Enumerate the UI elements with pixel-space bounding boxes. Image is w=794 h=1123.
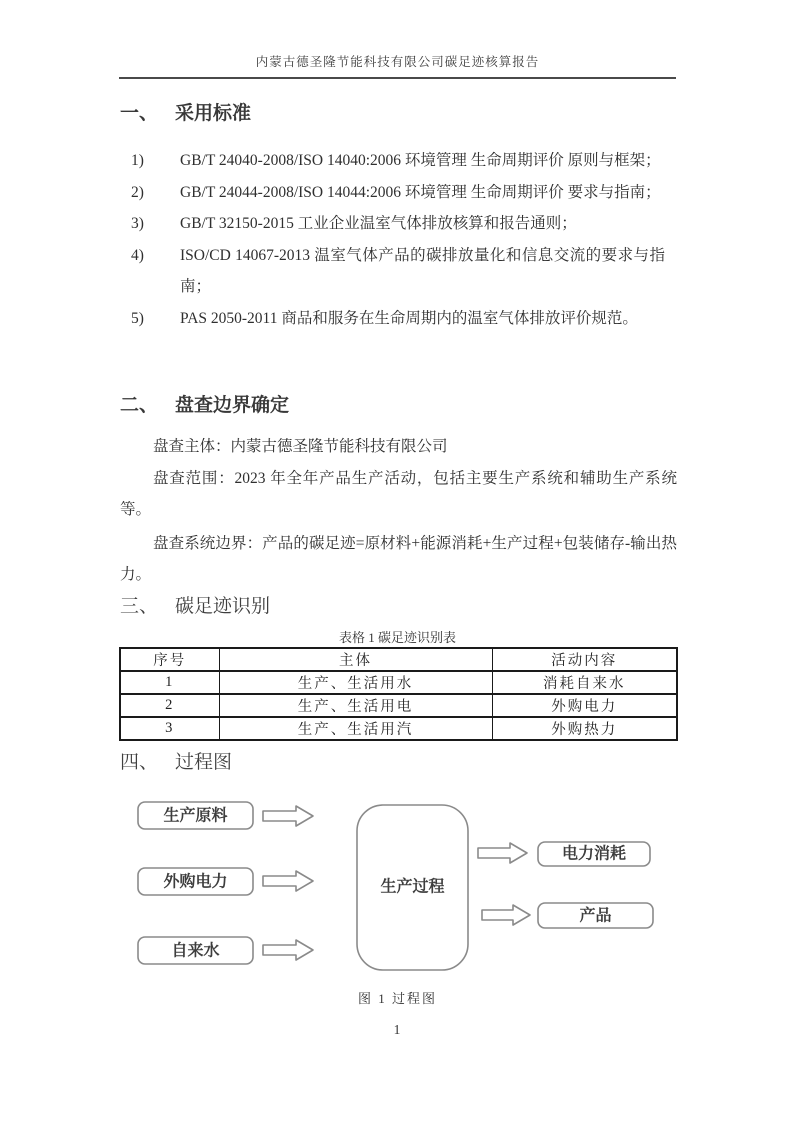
table-caption: 表格 1 碳足迹识别表: [338, 630, 456, 645]
section-heading-identification: [120, 594, 680, 620]
table-header-row: [120, 648, 677, 671]
section-number: 四、: [120, 752, 159, 773]
paragraph-inventory-scope: 盘查范围：2023 年全年产品生产活动，包括主要生产系统和辅助生产系统等。: [120, 469, 677, 518]
running-header: [119, 52, 676, 79]
cell-index: 3: [120, 717, 219, 740]
standard-item-text: PAS 2050-2011 商品和服务在生命周期内的温室气体排放评价规范。: [180, 309, 638, 327]
standard-item-text: ISO/CD 14067-2013 温室气体产品的碳排放量化和信息交流的要求与指南；: [180, 246, 665, 295]
standard-item-number: 3): [131, 215, 144, 232]
carbon-footprint-identification-table: [119, 647, 678, 741]
cell-index: 1: [120, 671, 219, 694]
running-header-title: 内蒙古德圣隆节能科技有限公司碳足迹核算报告: [255, 55, 540, 69]
right-arrow-icon: [263, 806, 313, 826]
column-header-index: 序号: [120, 648, 219, 671]
standard-item-text: GB/T 32150-2015 工业企业温室气体排放核算和报告通则；: [180, 215, 577, 232]
cell-activity: 外购电力: [492, 694, 677, 717]
standard-item: [120, 208, 665, 240]
standard-item: [120, 145, 665, 177]
standard-item-number: 1): [131, 152, 144, 169]
column-header-subject: 主体: [219, 648, 492, 671]
cell-activity: 消耗自来水: [492, 671, 677, 694]
right-arrow-icon: [263, 871, 313, 891]
cell-subject: 生产、生活用汽: [219, 717, 492, 740]
cell-index: 2: [120, 694, 219, 717]
table-row: [120, 671, 677, 694]
section-title: 采用标准: [175, 103, 252, 124]
right-arrow-icon: [478, 843, 527, 863]
output-label-electricity-consumption: 电力消耗: [561, 845, 627, 863]
paragraph-system-boundary: 盘查系统边界：产品的碳足迹=原材料+能源消耗+生产过程+包装储存-输出热力。: [120, 534, 677, 583]
table-row: [120, 694, 677, 717]
section-heading-standards: [120, 101, 680, 127]
right-arrow-icon: [482, 905, 530, 925]
standard-item: [120, 240, 665, 303]
column-header-activity: 活动内容: [492, 648, 677, 671]
section-title: 碳足迹识别: [175, 596, 271, 617]
section-title: 过程图: [175, 752, 233, 773]
input-label-raw-materials: 生产原料: [163, 807, 228, 825]
page-number: 1: [393, 1022, 401, 1037]
table-row: [120, 717, 677, 740]
input-label-tap-water: 自来水: [171, 942, 220, 960]
section-number: 三、: [120, 596, 159, 617]
input-label-purchased-electricity: 外购电力: [163, 873, 228, 891]
section-heading-process: [120, 750, 680, 776]
process-label: 生产过程: [380, 878, 445, 896]
standards-list: [120, 145, 665, 334]
cell-activity: 外购热力: [492, 717, 677, 740]
standard-item-number: 2): [131, 183, 144, 201]
standard-item-text: GB/T 24044-2008/ISO 14044:2006 环境管理 生命周期评价 要求与指南；: [180, 183, 661, 201]
boundary-paragraphs: [120, 431, 677, 591]
process-flow-diagram: [120, 795, 680, 980]
output-label-product: 产品: [579, 907, 612, 925]
section-heading-boundary: [120, 393, 680, 419]
cell-subject: 生产、生活用水: [219, 671, 492, 694]
section-number: 二、: [120, 395, 159, 416]
standard-item-text: GB/T 24040-2008/ISO 14040:2006 环境管理 生命周期评价 原则与框架；: [180, 152, 661, 169]
section-title: 盘查边界确定: [175, 395, 290, 416]
section-number: 一、: [120, 103, 159, 124]
standard-item-number: 5): [131, 309, 144, 327]
paragraph-inventory-subject: 盘查主体：内蒙古德圣隆节能科技有限公司: [153, 438, 448, 455]
standard-item: [120, 303, 665, 335]
figure-caption: 图 1 过程图: [357, 991, 437, 1006]
right-arrow-icon: [263, 940, 313, 960]
standard-item: [120, 177, 665, 209]
cell-subject: 生产、生活用电: [219, 694, 492, 717]
standard-item-number: 4): [131, 246, 144, 264]
